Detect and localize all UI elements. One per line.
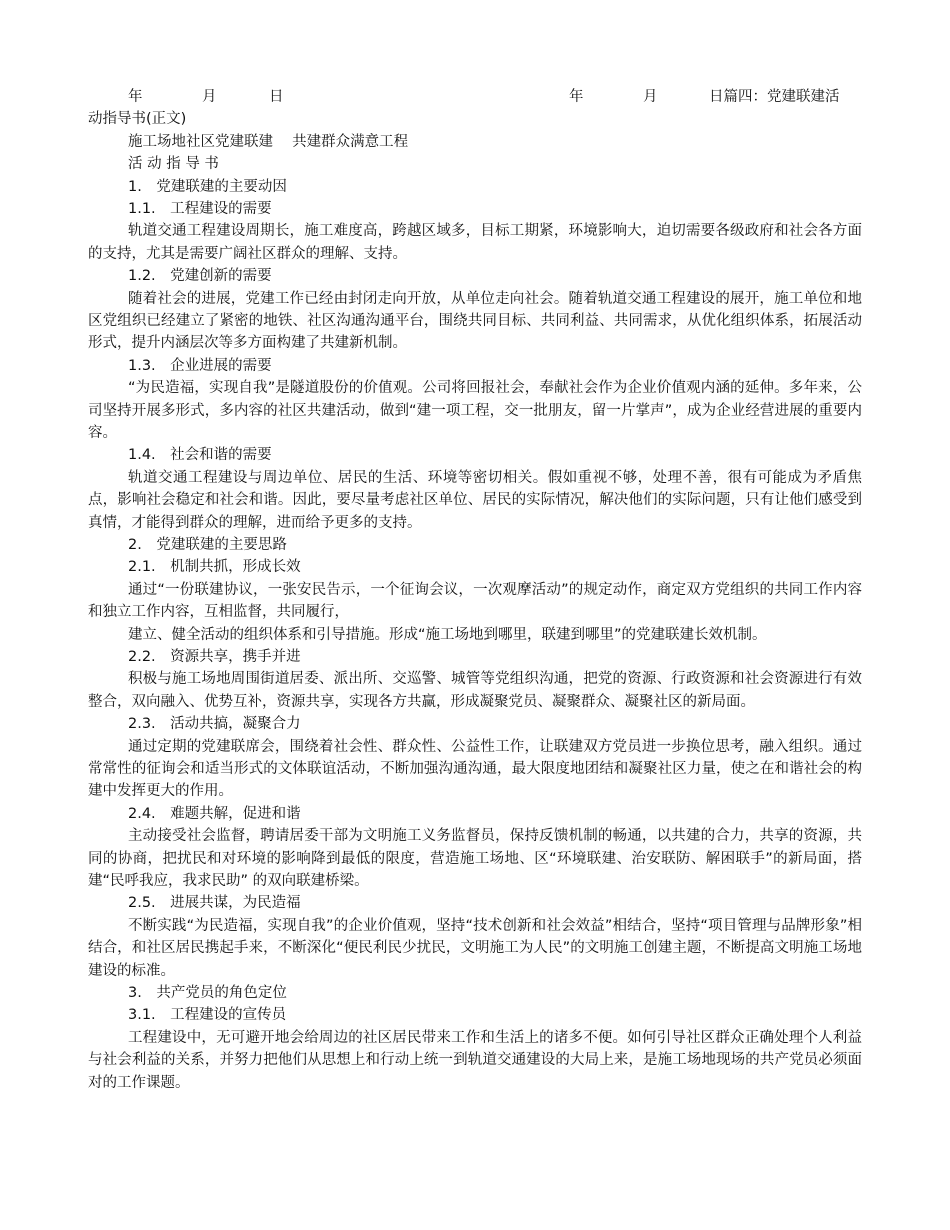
paragraph-1-4: 轨道交通工程建设与周边单位、居民的生活、环境等密切相关。假如重视不够，处理不善，很有可能成为矛盾焦点，影响社会稳定和社会和谐。因此，要尽量考虑社区单位、居民的实际情况，解决他们的实际问题，只有让他们感受到真情，才能得到群众的理解，进而给予更多的支持。 — [88, 469, 862, 531]
subsection-heading-2-4: 2.4. 难题共解，促进和谐 — [128, 805, 301, 822]
paragraph-2-3: 通过定期的党建联席会，围绕着社会性、群众性、公益性工作，让联建双方党员进一步换位思考，融入组织。通过常常性的征询会和适当形式的文体联谊活动，不断加强沟通沟通，最大限度地团结和凝聚社区力量，使之在和谐社会的构建中发挥更大的作用。 — [88, 738, 862, 800]
subsection-heading-2-3: 2.3. 活动共搞，凝聚合力 — [128, 716, 301, 733]
subsection-heading-3-1: 3.1. 工程建设的宣传员 — [128, 1007, 287, 1024]
paragraph-2-2: 积极与施工场地周围街道居委、派出所、交巡警、城管等党组织沟通，把党的资源、行政资源和社会资源进行有效整合，双向融入、优势互补，资源共享，实现各方共赢，形成凝聚党员、凝聚群众、凝聚社区的新局面。 — [88, 671, 862, 710]
subsection-heading-1-1: 1.1. 工程建设的需要 — [128, 200, 272, 217]
paragraph-1-3: “为民造福，实现自我”是隧道股份的价值观。公司将回报社会，奉献社会作为企业价值观内涵的延伸。多年来，公司坚持开展多形式，多内容的社区共建活动，做到“建一项工程，交一批朋友，留一片掌声”，成为企业经营进展的重要内容。 — [88, 380, 862, 441]
subsection-heading-1-2: 1.2. 党建创新的需要 — [128, 268, 272, 285]
subsection-heading-2-2: 2.2. 资源共享，携手并进 — [128, 648, 301, 665]
paragraph-1-1: 轨道交通工程建设周期长，施工难度高，跨越区域多，目标工期紧，环境影响大，迫切需要各级政府和社会各方面的支持，尤其是需要广阔社区群众的理解、支持。 — [88, 223, 862, 262]
date-left-year: 年 — [128, 89, 143, 105]
subsection-heading-1-4: 1.4. 社会和谐的需要 — [128, 447, 272, 464]
section-heading-2: 2. 党建联建的主要思路 — [128, 536, 287, 553]
article-title: 日篇四：党建联建活 — [709, 89, 840, 105]
subsection-heading-2-5: 2.5. 进展共谋，为民造福 — [128, 895, 301, 912]
date-header — [88, 86, 862, 108]
date-right-year: 年 — [569, 89, 584, 105]
subtitle-guide: 活 动 指 导 书 — [128, 156, 219, 173]
subsection-heading-1-3: 1.3. 企业进展的需要 — [128, 357, 272, 374]
paragraph-1-2: 随着社会的进展，党建工作已经由封闭走向开放，从单位走向社会。随着轨道交通工程建设的展开，施工单位和地区党组织已经建立了紧密的地铁、社区沟通沟通平台，围绕共同目标、共同利益、共同需求，从优化组织体系，拓展活动形式，提升内涵层次等多方面构建了共建新机制。 — [88, 290, 862, 352]
paragraph-2-4: 主动接受社会监督，聘请居委干部为文明施工义务监督员，保持反馈机制的畅通，以共建的合力，共享的资源，共同的协商，把扰民和对环境的影响降到最低的限度，营造施工场地、区“环境联建、治安联防、解困联手”的新局面，搭建“民呼我应，我求民助” 的双向联建桥梁。 — [88, 828, 862, 889]
paragraph-2-1b: 建立、健全活动的组织体系和引导措施。形成“施工场地到哪里，联建到哪里”的党建联建长效机制。 — [128, 626, 767, 643]
paragraph-2-1a: 通过“一份联建协议，一张安民告示，一个征询会议，一次观摩活动”的规定动作，商定双方党组织的共同工作内容和独立工作内容，互相监督，共同履行， — [88, 581, 862, 621]
date-right-month: 月 — [643, 89, 658, 105]
date-left-month: 月 — [202, 89, 217, 105]
section-heading-3: 3. 共产党员的角色定位 — [128, 985, 287, 1002]
date-left-day: 日 — [269, 89, 284, 105]
paragraph-2-5: 不断实践“为民造福，实现自我”的企业价值观，坚持“技术创新和社会效益”相结合，坚持“项目管理与品牌形象”相结合，和社区居民携起手来，不断深化“便民利民少扰民，文明施工为人民”的文明施工创建主题，不断提高文明施工场地建设的标准。 — [88, 917, 862, 979]
section-heading-1: 1. 党建联建的主要动因 — [128, 178, 287, 195]
paragraph-3-1: 工程建设中，无可避开地会给周边的社区居民带来工作和生活上的诸多不便。如何引导社区群众正确处理个人利益与社会利益的关系，并努力把他们从思想上和行动上统一到轨道交通建设的大局上来，是施工场地现场的共产党员必须面对的工作课题。 — [88, 1029, 862, 1091]
subtitle-project: 施工场地社区党建联建 共建群众满意工程 — [128, 133, 409, 150]
subsection-heading-2-1: 2.1. 机制共抓，形成长效 — [128, 559, 301, 576]
article-title-continued: 动指导书(正文) — [88, 111, 187, 128]
